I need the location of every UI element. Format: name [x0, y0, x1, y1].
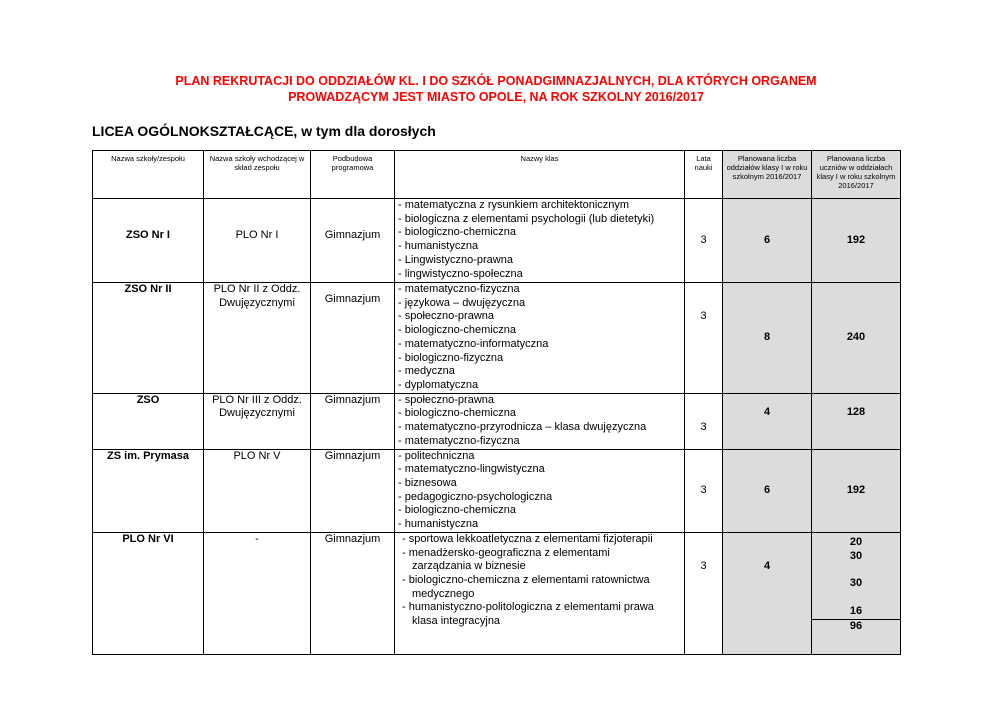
header-planned-students: Planowana liczba uczniów w oddziałach klasy I w roku szkolnym 2016/2017 — [812, 151, 901, 199]
years-of-study: 3 — [685, 393, 723, 449]
table-row — [93, 199, 901, 283]
header-years: Lata nauki — [685, 151, 723, 199]
list-item: - matematyczno-fizyczna — [398, 434, 520, 447]
list-item: - językowa – dwujęzyczna — [398, 296, 526, 309]
planned-students — [812, 532, 901, 654]
planned-classes: 6 — [723, 199, 812, 283]
list-item: - społeczno-prawna — [398, 310, 494, 323]
class-names — [395, 283, 685, 394]
header-school: Nazwa szkoły/zespołu — [93, 151, 204, 199]
students-count: 20 — [849, 535, 863, 548]
planned-students: 192 — [812, 199, 901, 283]
school-name: ZSO Nr II — [93, 283, 204, 394]
school-within: - — [204, 532, 311, 654]
header-row — [93, 151, 901, 199]
class-list — [398, 450, 681, 532]
class-list — [398, 199, 681, 281]
program-base: Gimnazjum — [311, 283, 395, 394]
list-item: - społeczno-prawna — [398, 393, 494, 406]
list-item: - matematyczno-przyrodnicza – klasa dwujęzyczna — [398, 421, 647, 434]
list-item-continuation: zarządzania w biznesie — [412, 560, 526, 573]
list-item: - matematyczno-informatyczna — [398, 337, 549, 350]
students-count: 30 — [849, 549, 863, 562]
program-base: Gimnazjum — [311, 449, 395, 532]
header-within: Nazwa szkoły wchodzącej w skład zespołu — [204, 151, 311, 199]
class-names — [395, 199, 685, 283]
title-line-2: PROWADZĄCYM JEST MIASTO OPOLE, NA ROK SZKOLNY 2016/2017 — [288, 90, 704, 104]
years-of-study: 3 — [685, 199, 723, 283]
list-item: - humanistyczna — [398, 518, 479, 531]
program-base: Gimnazjum — [311, 532, 395, 654]
list-item: - lingwistyczno-społeczna — [398, 267, 523, 280]
title-line-1: PLAN REKRUTACJI DO ODDZIAŁÓW KL. I DO SZKÓŁ PONADGIMNAZJALNYCH, DLA KTÓRYCH ORGANEM — [175, 74, 817, 88]
list-item: - biologiczno-chemiczna z elementami ratownictwa — [402, 573, 650, 586]
school-name: ZS im. Prymasa — [93, 449, 204, 532]
list-item: - matematyczna z rysunkiem architektonicznym — [398, 199, 630, 211]
section-title: LICEA OGÓLNOKSZTAŁCĄCE, w tym dla dorosłych — [92, 123, 436, 139]
list-item: - medyczna — [398, 365, 455, 378]
planned-students: 128 — [812, 393, 901, 449]
list-item: - biologiczno-chemiczna — [398, 324, 516, 337]
planned-classes: 4 — [723, 393, 812, 449]
page-title — [92, 73, 900, 105]
list-item: - biologiczna z elementami psychologii (lub dietetyki) — [398, 212, 655, 225]
school-name: ZSO Nr I — [93, 199, 204, 283]
list-item: - biznesowa — [398, 477, 457, 490]
table-row — [93, 283, 901, 394]
years-of-study: 3 — [685, 283, 723, 394]
planned-classes: 8 — [723, 283, 812, 394]
list-item: - biologiczno-chemiczna — [398, 407, 516, 420]
list-item-continuation: medycznego — [412, 587, 475, 600]
list-item: - biologiczno-fizyczna — [398, 351, 504, 364]
table-row — [93, 393, 901, 449]
header-classes: Nazwy klas — [395, 151, 685, 199]
list-item: - biologiczno-chemiczna — [398, 226, 516, 239]
class-list — [398, 283, 681, 393]
planned-students: 240 — [812, 283, 901, 394]
list-item: - pedagogiczno-psychologiczna — [398, 490, 553, 503]
list-item: - matematyczno-fizyczna — [398, 283, 520, 295]
school-within: PLO Nr III z Oddz. Dwujęzycznymi — [204, 393, 311, 449]
list-item: - humanistyczno-politologiczna z elementami prawa — [402, 601, 654, 614]
years-of-study: 3 — [685, 532, 723, 654]
list-item: - matematyczno-lingwistyczna — [398, 463, 545, 476]
header-program: Podbudowa programowa — [311, 151, 395, 199]
students-count: 30 — [849, 577, 863, 590]
students-count: 16 — [849, 604, 863, 617]
list-item: - dyplomatyczna — [398, 378, 479, 391]
table-row — [93, 449, 901, 532]
students-total: 96 — [812, 619, 900, 634]
list-item-continuation: klasa integracyjna — [412, 615, 501, 628]
list-item: - politechniczna — [398, 449, 475, 462]
students-per-class — [815, 536, 897, 634]
school-within: PLO Nr I — [204, 199, 311, 283]
list-item: - menadżersko-geograficzna z elementami — [402, 546, 610, 559]
program-base: Gimnazjum — [311, 199, 395, 283]
list-item: - sportowa lekkoatletyczna z elementami fizjoterapii — [402, 532, 653, 545]
class-names — [395, 449, 685, 532]
school-name: PLO Nr VI — [93, 532, 204, 654]
list-item: - Lingwistyczno-prawna — [398, 253, 513, 266]
school-within: PLO Nr II z Oddz. Dwujęzycznymi — [204, 283, 311, 394]
recruitment-table — [92, 150, 901, 655]
school-name: ZSO — [93, 393, 204, 449]
class-list — [402, 533, 681, 629]
class-names — [395, 393, 685, 449]
list-item: - biologiczno-chemiczna — [398, 504, 516, 517]
planned-classes: 4 — [723, 532, 812, 654]
planned-classes: 6 — [723, 449, 812, 532]
class-names — [395, 532, 685, 654]
years-of-study: 3 — [685, 449, 723, 532]
table-row — [93, 532, 901, 654]
program-base: Gimnazjum — [311, 393, 395, 449]
list-item: - humanistyczna — [398, 240, 479, 253]
class-list — [398, 394, 681, 449]
header-planned-classes: Planowana liczba oddziałów klasy I w roku szkolnym 2016/2017 — [723, 151, 812, 199]
school-within: PLO Nr V — [204, 449, 311, 532]
planned-students: 192 — [812, 449, 901, 532]
